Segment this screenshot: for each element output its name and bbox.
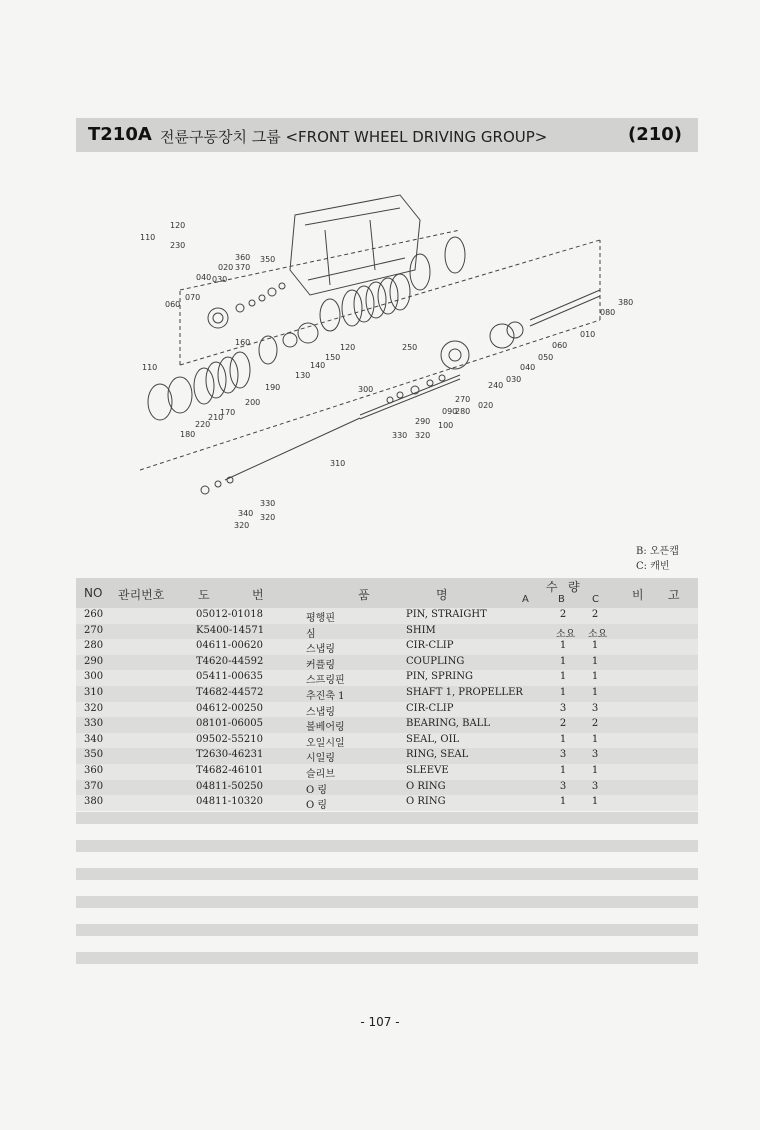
group-number: (210) <box>627 124 682 145</box>
group-code: T210A <box>88 124 152 145</box>
svg-text:070: 070 <box>185 293 201 302</box>
table-row: 350 T2630-46231 시일링 RING, SEAL 3 3 <box>76 748 698 764</box>
svg-text:080: 080 <box>600 308 616 317</box>
svg-text:250: 250 <box>402 343 418 352</box>
title-bar <box>76 118 698 152</box>
table-row: 360 T4682-46101 슬리브 SLEEVE 1 1 <box>76 764 698 780</box>
svg-text:340: 340 <box>238 509 254 518</box>
drive-shaft <box>530 290 600 326</box>
table-row: 290 T4620-44592 커플링 COUPLING 1 1 <box>76 655 698 671</box>
svg-text:120: 120 <box>340 343 356 352</box>
table-row: 270 K5400-14571 심 SHIM 소요 소요 <box>76 624 698 640</box>
exploded-parts-diagram <box>130 190 640 540</box>
page-number: - 107 - <box>360 1015 400 1029</box>
svg-text:110: 110 <box>142 363 158 372</box>
svg-text:090: 090 <box>442 407 458 416</box>
col-drawing-2: 번 <box>252 588 264 602</box>
svg-text:290: 290 <box>415 417 431 426</box>
svg-text:040: 040 <box>520 363 536 372</box>
table-row: 260 05012-01018 평행핀 PIN, STRAIGHT 2 2 <box>76 608 698 624</box>
clutch-pack <box>390 274 410 310</box>
bearing-part <box>208 308 228 328</box>
svg-text:330: 330 <box>260 499 276 508</box>
table-row: 320 04612-00250 스냅링 CIR-CLIP 3 3 <box>76 702 698 718</box>
parts-table-body <box>76 608 698 811</box>
svg-text:210: 210 <box>208 413 224 422</box>
legend-b: B: 오픈캡 <box>636 546 679 557</box>
svg-text:060: 060 <box>165 300 181 309</box>
svg-text:110: 110 <box>140 233 156 242</box>
col-no: NO <box>84 586 103 600</box>
svg-text:010: 010 <box>580 330 596 339</box>
svg-text:320: 320 <box>260 513 276 522</box>
gear-part <box>298 323 318 343</box>
col-qty-2: 량 <box>568 580 580 594</box>
svg-text:220: 220 <box>195 420 211 429</box>
svg-text:160: 160 <box>235 338 251 347</box>
svg-text:360: 360 <box>235 253 251 262</box>
svg-text:170: 170 <box>220 408 236 417</box>
svg-text:370: 370 <box>235 263 251 272</box>
col-qty-a: A <box>522 594 529 605</box>
svg-text:330: 330 <box>392 431 408 440</box>
table-row: 280 04611-00620 스냅링 CIR-CLIP 1 1 <box>76 639 698 655</box>
svg-text:310: 310 <box>330 459 346 468</box>
svg-text:270: 270 <box>455 395 471 404</box>
group-title: 전륜구동장치 그룹 <FRONT WHEEL DRIVING GROUP> <box>160 128 548 146</box>
col-remark-2: 고 <box>668 588 680 602</box>
col-drawing-1: 도 <box>198 588 210 602</box>
svg-text:130: 130 <box>295 371 311 380</box>
col-qty-b: B <box>558 594 565 605</box>
svg-text:280: 280 <box>455 407 471 416</box>
table-row: 370 04811-50250 O 링 O RING 3 3 <box>76 780 698 796</box>
svg-text:200: 200 <box>245 398 261 407</box>
svg-text:300: 300 <box>358 385 374 394</box>
svg-text:030: 030 <box>212 275 228 284</box>
svg-text:190: 190 <box>265 383 281 392</box>
col-name-1: 품 <box>358 588 370 602</box>
svg-text:150: 150 <box>325 353 341 362</box>
col-qty-1: 수 <box>546 580 558 594</box>
svg-text:020: 020 <box>218 263 234 272</box>
svg-text:380: 380 <box>618 298 634 307</box>
svg-text:050: 050 <box>538 353 554 362</box>
table-row: 340 09502-55210 오일시일 SEAL, OIL 1 1 <box>76 733 698 749</box>
svg-text:140: 140 <box>310 361 326 370</box>
empty-table-rows <box>76 812 698 980</box>
svg-text:100: 100 <box>438 421 454 430</box>
svg-text:320: 320 <box>234 521 250 530</box>
col-name-2: 명 <box>436 588 448 602</box>
col-qty-c: C <box>592 594 599 605</box>
svg-text:040: 040 <box>196 273 212 282</box>
svg-text:060: 060 <box>552 341 568 350</box>
svg-text:320: 320 <box>415 431 431 440</box>
col-mgmt: 관리번호 <box>118 588 165 602</box>
col-remark-1: 비 <box>632 588 644 602</box>
svg-text:120: 120 <box>170 221 186 230</box>
svg-text:230: 230 <box>170 241 186 250</box>
table-row: 380 04811-10320 O 링 O RING 1 1 <box>76 795 698 811</box>
table-header <box>76 578 698 608</box>
svg-text:180: 180 <box>180 430 196 439</box>
quantity-legend <box>636 544 679 574</box>
table-row: 300 05411-00635 스프링핀 PIN, SPRING 1 1 <box>76 670 698 686</box>
svg-text:240: 240 <box>488 381 504 390</box>
svg-text:350: 350 <box>260 255 276 264</box>
legend-c: C: 캐빈 <box>636 561 670 572</box>
svg-text:020: 020 <box>478 401 494 410</box>
table-row: 330 08101-06005 볼베어링 BEARING, BALL 2 2 <box>76 717 698 733</box>
table-row: 310 T4682-44572 추진축 1 SHAFT 1, PROPELLER 1 1 <box>76 686 698 702</box>
svg-text:030: 030 <box>506 375 522 384</box>
